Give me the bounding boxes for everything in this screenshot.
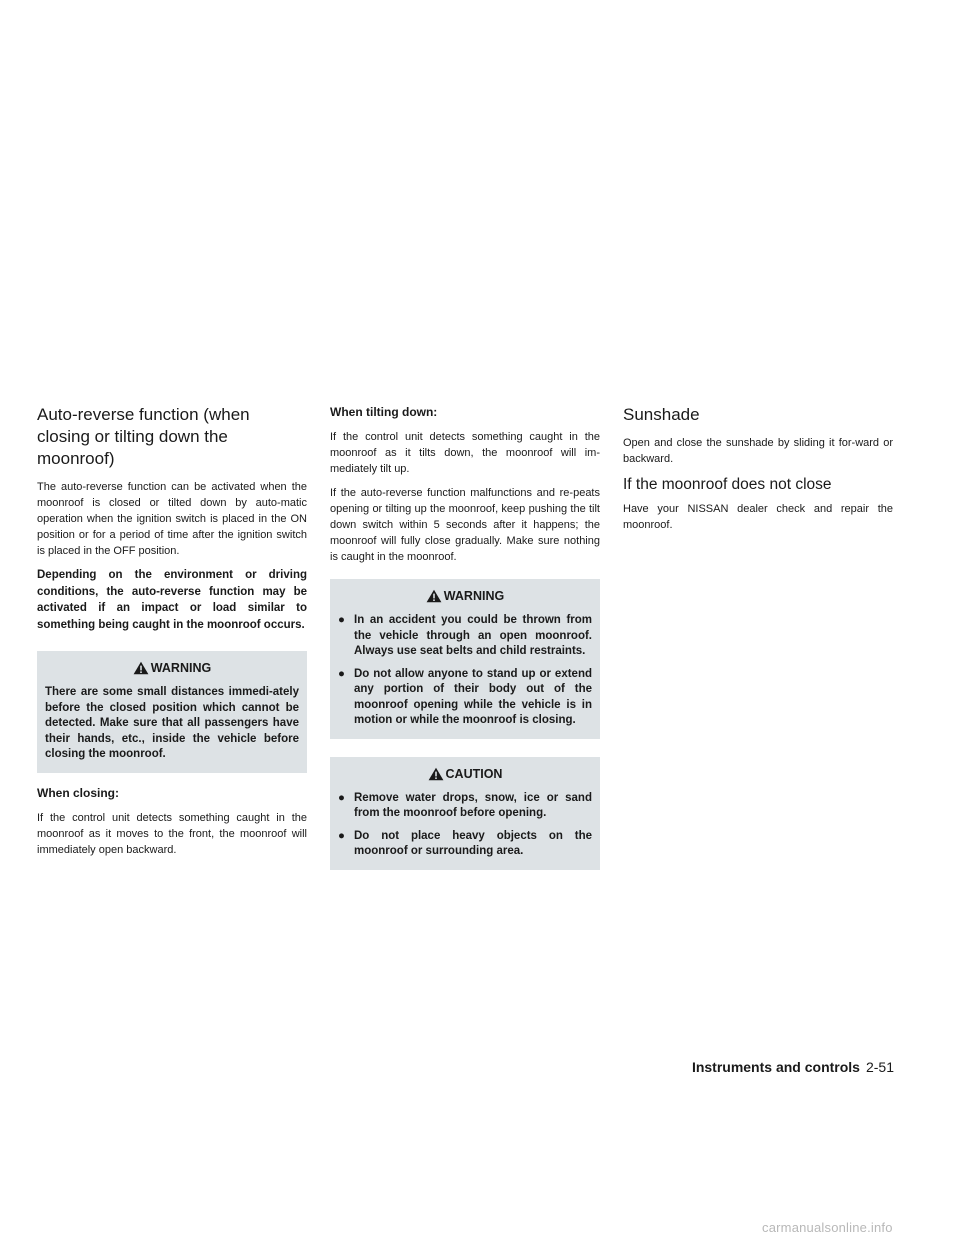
auto-reverse-note: Depending on the environment or driving conditions, the auto-reverse function may be activated if an impact or load similar to something being caught in the moonroof occurs.	[37, 569, 307, 631]
when-closing-text: If the control unit detects something caught in the moonroof as it moves to the front, the moonroof will immediately open backward.	[37, 811, 307, 856]
warning-header	[45, 659, 299, 677]
malfunction-text: If the auto-reverse function malfunctions and re-peats opening or tilting up the moonroof, keep pushing the tilt down switch within 5 seconds after it happens; the moonroof will fully close gradually. Make sure nothing is caught in the moonroof.	[330, 487, 600, 563]
right-column	[623, 404, 893, 541]
middle-column	[330, 404, 600, 882]
warning-box-2	[330, 579, 600, 739]
sunshade-text: Open and close the sunshade by sliding it for-ward or backward.	[623, 437, 893, 465]
page-number: 2-51	[865, 1059, 894, 1075]
list-item	[338, 791, 592, 822]
warning-item-text: Do not allow anyone to stand up or extend any portion of their body out of the moonroof opening while the vehicle is in motion or while the moonroof is closing.	[354, 667, 592, 726]
warning-item-text: In an accident you could be thrown from the vehicle through an open moonroof. Always use seat belts and child restraints.	[354, 614, 592, 657]
bullet-icon: ●	[338, 614, 345, 626]
caution-box	[330, 757, 600, 870]
warning-title: WARNING	[443, 589, 505, 603]
warning-title: WARNING	[150, 661, 212, 675]
auto-reverse-intro: The auto-reverse function can be activated when the moonroof is closed or tilted down by auto-matic operation when the ignition switch is placed in the ON position or for a period of time after the ignition switch is placed in the OFF position.	[37, 481, 307, 557]
warning-icon	[133, 661, 149, 675]
list-item	[338, 667, 592, 729]
warning-icon	[426, 589, 442, 603]
watermark: carmanualsonline.info	[762, 1220, 893, 1235]
when-closing-heading: When closing:	[37, 785, 119, 800]
bullet-icon: ●	[338, 829, 345, 842]
list-item	[338, 829, 592, 860]
warning-text: There are some small distances immedi-ately before the closed position which cannot be detected. Make sure that all passengers have their hands, etc., inside the vehicle before closing the moonroof.	[45, 686, 299, 760]
caution-title: CAUTION	[445, 766, 503, 781]
caution-header	[338, 765, 592, 783]
bullet-icon: ●	[338, 791, 345, 804]
when-tilting-heading: When tilting down:	[330, 405, 438, 419]
auto-reverse-heading: Auto-reverse function (when closing or tilting down the moonroof)	[37, 405, 250, 468]
when-tilting-text: If the control unit detects something caught in the moonroof as it tilts down, the moonroof will im-mediately tilt up.	[330, 431, 600, 475]
footer-section-title: Instruments and controls	[691, 1059, 860, 1075]
warning-list	[338, 613, 592, 729]
caution-icon	[428, 767, 444, 781]
not-close-heading: If the moonroof does not close	[623, 476, 832, 493]
caution-list	[338, 791, 592, 860]
sunshade-heading: Sunshade	[623, 405, 700, 424]
warning-header	[338, 587, 592, 605]
caution-item-text: Remove water drops, snow, ice or sand from the moonroof before opening.	[354, 791, 592, 819]
page-footer	[692, 1058, 894, 1076]
left-column	[37, 404, 307, 866]
warning-box-1	[37, 651, 307, 773]
list-item	[338, 613, 592, 660]
bullet-icon: ●	[338, 667, 345, 680]
not-close-text: Have your NISSAN dealer check and repair the moonroof.	[623, 503, 893, 531]
caution-item-text: Do not place heavy objects on the moonroof or surrounding area.	[354, 829, 592, 857]
